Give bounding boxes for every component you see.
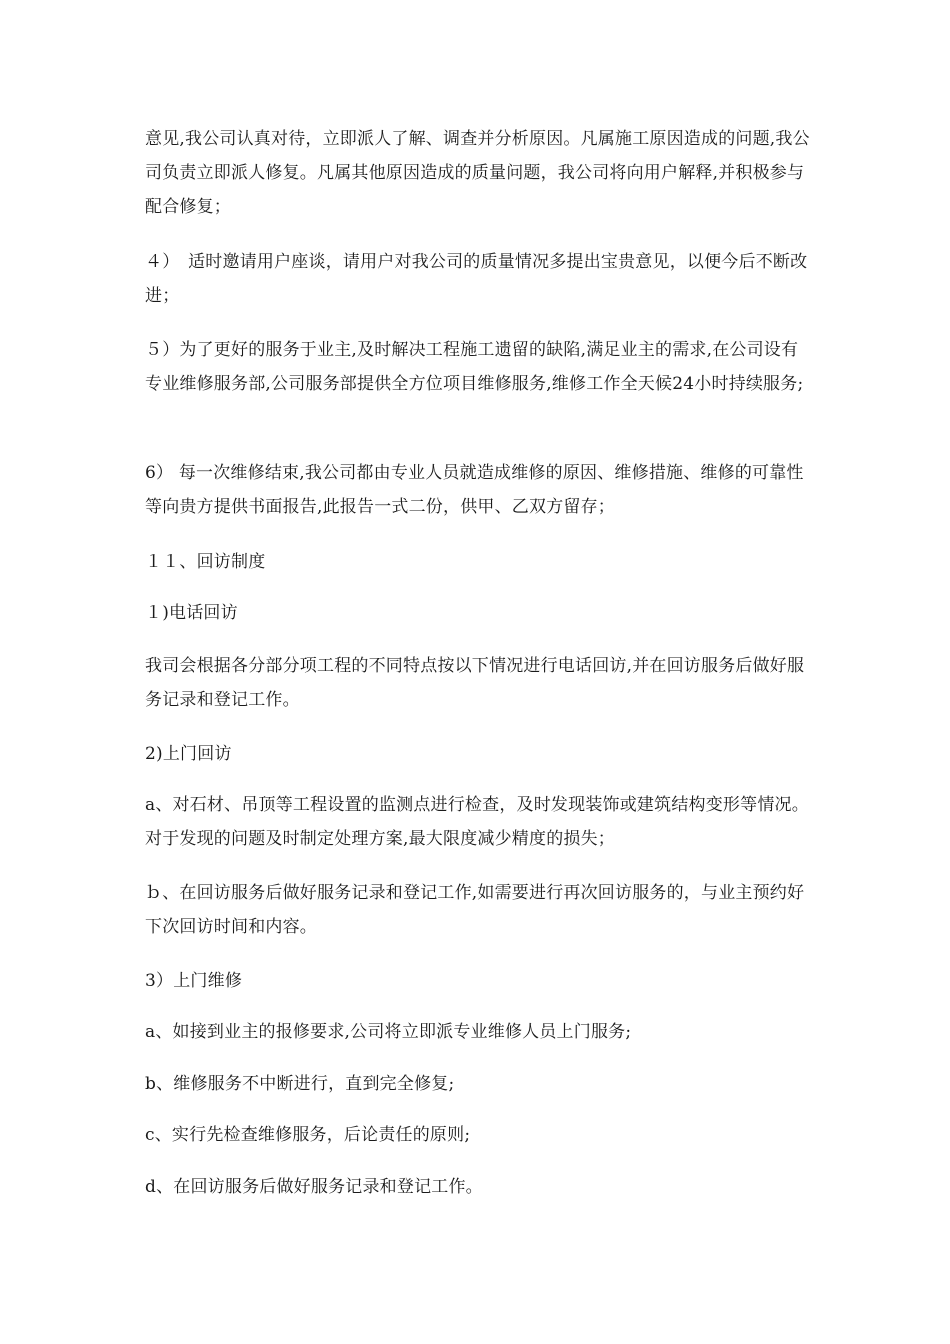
paragraph-repair-d: d、在回访服务后做好服务记录和登记工作。 [145, 1177, 483, 1197]
paragraph-item-4: ４） 适时邀请用户座谈，请用户对我公司的质量情况多提出宝贵意见，以便今后不断改进； [145, 252, 808, 306]
section-heading-revisit-system: １１、回访制度 [145, 552, 266, 572]
paragraph-item-6: 6） 每一次维修结束,我公司都由专业人员就造成维修的原因、维修措施、维修的可靠性等向贵方提供书面报告,此报告一式二份，供甲、乙双方留存； [145, 463, 804, 517]
paragraph-onsite-b: ｂ、在回访服务后做好服务记录和登记工作,如需要进行再次回访服务的，与业主预约好下次回访时间和内容。 [145, 883, 805, 937]
paragraph-repair-a: a、如接到业主的报修要求,公司将立即派专业维修人员上门服务; [145, 1022, 632, 1042]
subheading-onsite-repair: 3）上门维修 [145, 971, 243, 991]
subheading-phone-revisit: １)电话回访 [145, 603, 238, 623]
paragraph-item-5: ５）为了更好的服务于业主,及时解决工程施工遗留的缺陷,满足业主的需求,在公司设有专业维修服务部,公司服务部提供全方位项目维修服务,维修工作全天候24小时持续服务; [145, 340, 804, 394]
paragraph-repair-b: b、维修服务不中断进行，直到完全修复; [145, 1074, 455, 1094]
paragraph-repair-c: c、实行先检查维修服务，后论责任的原则; [145, 1125, 471, 1145]
paragraph-onsite-a: a、对石材、吊顶等工程设置的监测点进行检查，及时发现装饰或建筑结构变形等情况。对于发现的问题及时制定处理方案,最大限度减少精度的损失； [145, 795, 809, 849]
subheading-onsite-revisit: 2)上门回访 [145, 744, 232, 764]
paragraph-complaint-handling: 意见,我公司认真对待，立即派人了解、调查并分析原因。凡属施工原因造成的问题,我公司负责立即派人修复。凡属其他原因造成的质量问题，我公司将向用户解释,并积极参与配合修复； [145, 129, 810, 217]
paragraph-phone-revisit: 我司会根据各分部分项工程的不同特点按以下情况进行电话回访,并在回访服务后做好服务记录和登记工作。 [145, 656, 805, 710]
